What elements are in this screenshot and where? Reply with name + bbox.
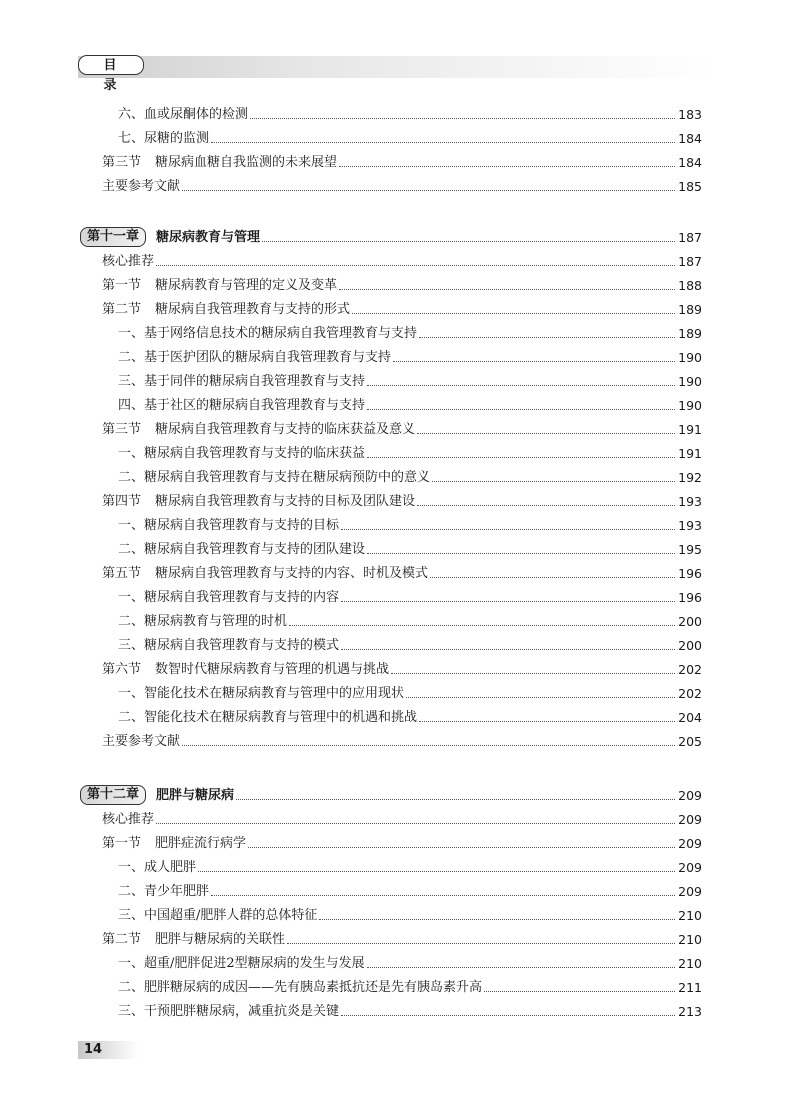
toc-entry[interactable] — [118, 857, 702, 877]
toc-entry[interactable] — [102, 176, 702, 196]
toc-section-number: 第二节 — [102, 302, 142, 317]
dot-leader — [352, 313, 675, 314]
toc-entry[interactable] — [102, 152, 702, 172]
toc-entry-title: 第四节 糖尿病自我管理教育与支持的目标及团队建设 — [102, 494, 416, 509]
dot-leader — [156, 823, 675, 824]
toc-entry[interactable] — [102, 659, 702, 679]
chapter-number-tab: 第十一章 — [80, 227, 146, 247]
toc-entry-title: 一、超重/肥胖促进2型糖尿病的发生与发展 — [118, 956, 365, 971]
toc-page-number: 210 — [678, 932, 702, 947]
toc-entry-title: 一、智能化技术在糖尿病教育与管理中的应用现状 — [118, 686, 405, 701]
toc-page-number: 210 — [678, 908, 702, 923]
toc-entry-title: 三、基于同伴的糖尿病自我管理教育与支持 — [118, 374, 366, 389]
toc-entry[interactable] — [102, 563, 702, 583]
dot-leader — [287, 943, 675, 944]
toc-entry-title: 核心推荐 — [102, 254, 155, 269]
dot-leader — [432, 481, 675, 482]
dot-leader — [156, 265, 675, 266]
toc-entry[interactable] — [118, 371, 702, 391]
toc-page-number: 184 — [678, 155, 702, 170]
dot-leader — [406, 697, 675, 698]
toc-entry[interactable] — [118, 635, 702, 655]
toc-page-number: 187 — [678, 230, 702, 245]
toc-entry[interactable] — [102, 491, 702, 511]
toc-entry[interactable] — [118, 905, 702, 925]
toc-entry-title: 三、中国超重/肥胖人群的总体特征 — [118, 908, 318, 923]
dot-leader — [419, 337, 675, 338]
toc-page-number: 205 — [678, 734, 702, 749]
toc-page-number: 204 — [678, 710, 702, 725]
toc-page-number: 190 — [678, 398, 702, 413]
dot-leader — [341, 601, 675, 602]
toc-entry[interactable] — [118, 977, 702, 997]
toc-page-number: 210 — [678, 956, 702, 971]
toc-page-number: 185 — [678, 179, 702, 194]
dot-leader — [484, 991, 675, 992]
toc-entry[interactable] — [102, 275, 702, 295]
toc-page-number: 195 — [678, 542, 702, 557]
toc-page-number: 184 — [678, 131, 702, 146]
toc-entry[interactable] — [118, 587, 702, 607]
dot-leader — [182, 190, 675, 191]
toc-page-number: 213 — [678, 1004, 702, 1019]
toc-section-number: 第三节 — [102, 155, 142, 170]
toc-entry[interactable] — [118, 395, 702, 415]
dot-leader — [430, 577, 675, 578]
toc-page-number: 192 — [678, 470, 702, 485]
toc-entry-title: 六、血或尿酮体的检测 — [118, 107, 249, 122]
toc-page-number: 200 — [678, 638, 702, 653]
toc-entry-title: 三、干预肥胖糖尿病，减重抗炎是关键 — [118, 1004, 340, 1019]
toc-entry-title: 第二节 肥胖与糖尿病的关联性 — [102, 932, 286, 947]
toc-entry-title: 二、基于医护团队的糖尿病自我管理教育与支持 — [118, 350, 392, 365]
toc-entry-title: 二、糖尿病自我管理教育与支持的团队建设 — [118, 542, 366, 557]
chapter-title: 糖尿病教育与管理 — [156, 230, 261, 245]
toc-page-number: 211 — [678, 980, 702, 995]
toc-section-number: 第六节 — [102, 662, 142, 677]
dot-leader — [248, 847, 675, 848]
toc-entry[interactable] — [118, 323, 702, 343]
toc-entry[interactable] — [118, 128, 702, 148]
dot-leader — [319, 919, 675, 920]
dot-leader — [367, 385, 675, 386]
toc-section-number: 第一节 — [102, 278, 142, 293]
toc-entry[interactable] — [118, 467, 702, 487]
toc-entry[interactable] — [102, 299, 702, 319]
dot-leader — [211, 142, 675, 143]
toc-entry[interactable] — [118, 611, 702, 631]
toc-page-number: 193 — [678, 494, 702, 509]
toc-entry-title: 第三节 糖尿病血糖自我监测的未来展望 — [102, 155, 338, 170]
dot-leader — [419, 721, 675, 722]
toc-page-number: 183 — [678, 107, 702, 122]
header-bar — [78, 56, 718, 78]
toc-entry-title: 四、基于社区的糖尿病自我管理教育与支持 — [118, 398, 366, 413]
page-number: 14 — [84, 1042, 103, 1057]
dot-leader — [182, 745, 675, 746]
toc-entry-title: 核心推荐 — [102, 812, 155, 827]
toc-entry[interactable] — [102, 419, 702, 439]
toc-page-number: 209 — [678, 788, 702, 803]
toc-page-number: 196 — [678, 590, 702, 605]
toc-entry[interactable] — [102, 809, 702, 829]
dot-leader — [367, 553, 675, 554]
chapter-heading[interactable] — [80, 227, 702, 247]
toc-entry-title: 主要参考文献 — [102, 734, 181, 749]
toc-page-number: 209 — [678, 812, 702, 827]
toc-entry[interactable] — [118, 881, 702, 901]
dot-leader — [391, 673, 675, 674]
dot-leader — [341, 529, 675, 530]
toc-entry-title: 第一节 糖尿病教育与管理的定义及变革 — [102, 278, 338, 293]
toc-entry-title: 一、糖尿病自我管理教育与支持的临床获益 — [118, 446, 366, 461]
toc-entry[interactable] — [102, 833, 702, 853]
dot-leader — [367, 457, 675, 458]
toc-entry-title: 三、糖尿病自我管理教育与支持的模式 — [118, 638, 340, 653]
toc-entry-title: 第五节 糖尿病自我管理教育与支持的内容、时机及模式 — [102, 566, 429, 581]
toc-entry[interactable] — [102, 731, 702, 751]
dot-leader — [417, 505, 675, 506]
toc-entry-title: 一、基于网络信息技术的糖尿病自我管理教育与支持 — [118, 326, 418, 341]
toc-entry[interactable] — [118, 953, 702, 973]
toc-entry-title: 二、肥胖糖尿病的成因——先有胰岛素抵抗还是先有胰岛素升高 — [118, 980, 483, 995]
dot-leader — [341, 1015, 675, 1016]
toc-section-number: 第四节 — [102, 494, 142, 509]
chapter-number-tab: 第十二章 — [80, 785, 146, 805]
toc-section-number: 第二节 — [102, 932, 142, 947]
toc-entry[interactable] — [102, 251, 702, 271]
chapter-heading[interactable] — [80, 785, 702, 805]
toc-page-number: 202 — [678, 686, 702, 701]
toc-page-number: 187 — [678, 254, 702, 269]
toc-entry-title: 主要参考文献 — [102, 179, 181, 194]
toc-page-number: 189 — [678, 302, 702, 317]
dot-leader — [198, 871, 675, 872]
dot-leader — [341, 649, 675, 650]
toc-section-number: 第一节 — [102, 836, 142, 851]
dot-leader — [367, 409, 675, 410]
toc-page-number: 196 — [678, 566, 702, 581]
chapter-title: 肥胖与糖尿病 — [156, 788, 235, 803]
toc-page-number: 209 — [678, 884, 702, 899]
toc-entry[interactable] — [118, 443, 702, 463]
toc-page-number: 191 — [678, 446, 702, 461]
toc-page-number: 200 — [678, 614, 702, 629]
toc-page-number: 190 — [678, 350, 702, 365]
toc-entry-title: 第二节 糖尿病自我管理教育与支持的形式 — [102, 302, 351, 317]
dot-leader — [339, 289, 675, 290]
toc-section-number: 第三节 — [102, 422, 142, 437]
toc-entry[interactable] — [118, 539, 702, 559]
toc-entry-title: 第一节 肥胖症流行病学 — [102, 836, 247, 851]
dot-leader — [236, 799, 675, 800]
toc-entry[interactable] — [118, 515, 702, 535]
toc-page-number: 209 — [678, 836, 702, 851]
dot-leader — [211, 895, 675, 896]
toc-entry-title: 一、糖尿病自我管理教育与支持的内容 — [118, 590, 340, 605]
dot-leader — [339, 166, 675, 167]
toc-page-number: 190 — [678, 374, 702, 389]
toc-entry-title: 第三节 糖尿病自我管理教育与支持的临床获益及意义 — [102, 422, 416, 437]
toc-entry-title: 七、尿糖的监测 — [118, 131, 210, 146]
dot-leader — [367, 967, 675, 968]
toc-entry[interactable] — [118, 347, 702, 367]
toc-entry-title: 二、青少年肥胖 — [118, 884, 210, 899]
dot-leader — [289, 625, 675, 626]
toc-page-number: 191 — [678, 422, 702, 437]
toc-page-number: 193 — [678, 518, 702, 533]
contents-header-tab: 目录 — [78, 55, 144, 75]
dot-leader — [262, 241, 675, 242]
dot-leader — [417, 433, 675, 434]
toc-page-number: 209 — [678, 860, 702, 875]
toc-entry[interactable] — [118, 707, 702, 727]
toc-entry-title: 一、糖尿病自我管理教育与支持的目标 — [118, 518, 340, 533]
toc-entry[interactable] — [118, 1001, 702, 1021]
toc-entry[interactable] — [102, 929, 702, 949]
toc-section-number: 第五节 — [102, 566, 142, 581]
toc-entry-title: 二、糖尿病教育与管理的时机 — [118, 614, 288, 629]
dot-leader — [250, 118, 675, 119]
toc-entry-title: 第六节 数智时代糖尿病教育与管理的机遇与挑战 — [102, 662, 390, 677]
toc-entry-title: 二、糖尿病自我管理教育与支持在糖尿病预防中的意义 — [118, 470, 431, 485]
toc-entry[interactable] — [118, 683, 702, 703]
toc-entry-title: 二、智能化技术在糖尿病教育与管理中的机遇和挑战 — [118, 710, 418, 725]
dot-leader — [393, 361, 675, 362]
toc-entry[interactable] — [118, 104, 702, 124]
toc-page-number: 202 — [678, 662, 702, 677]
toc-page-number: 189 — [678, 326, 702, 341]
toc-entry-title: 一、成人肥胖 — [118, 860, 197, 875]
toc-page-number: 188 — [678, 278, 702, 293]
